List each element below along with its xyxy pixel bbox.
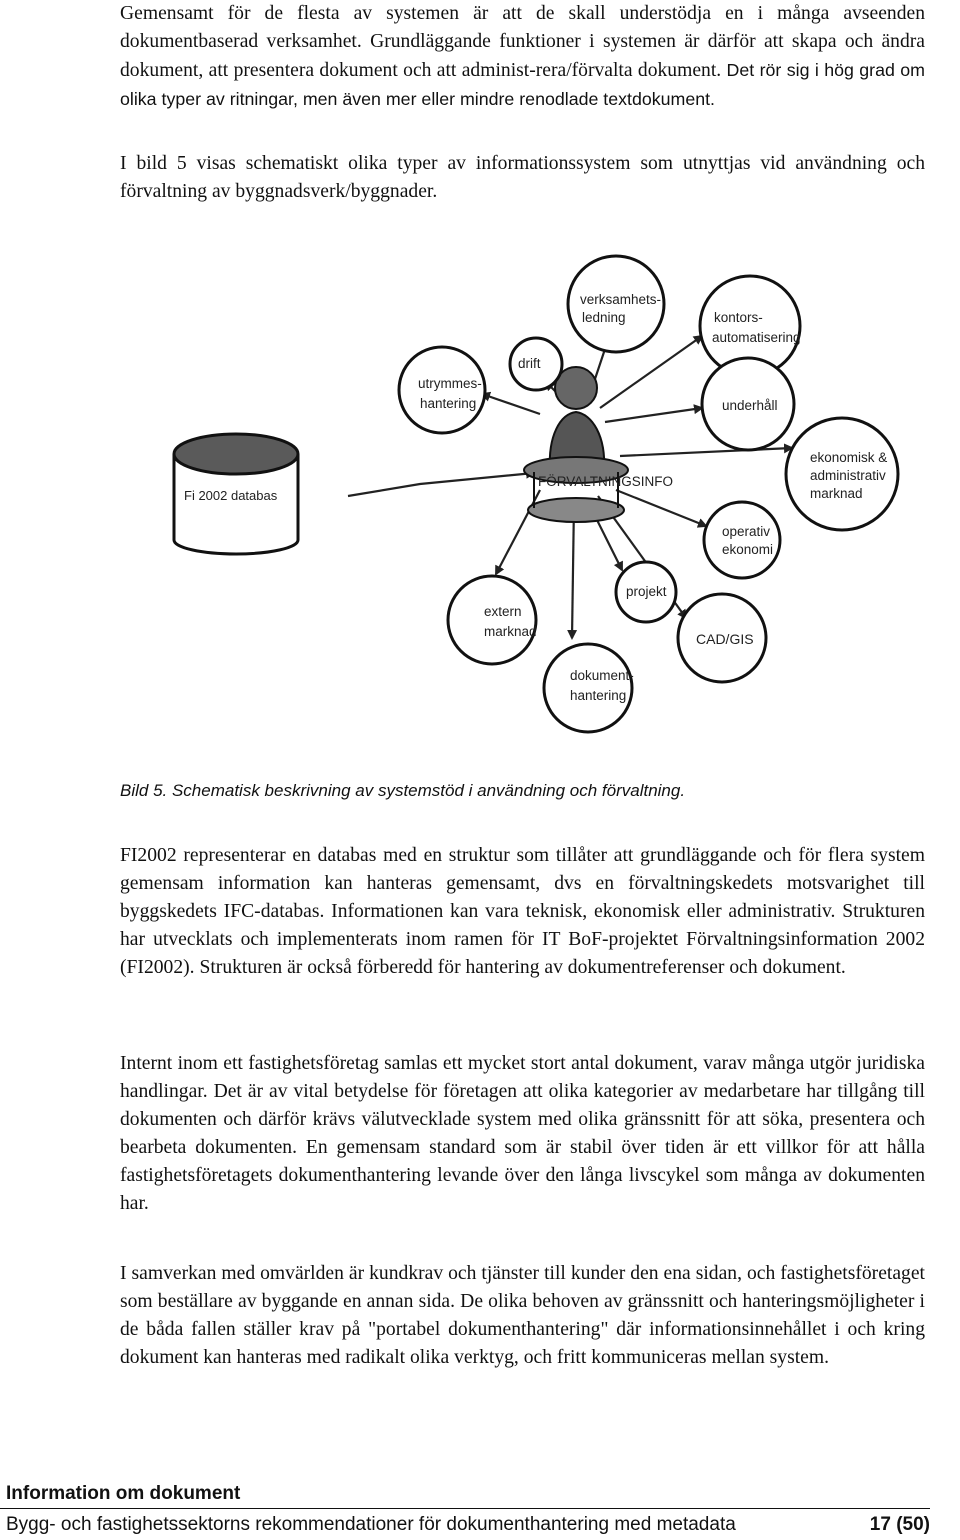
arrow-underhall [605, 408, 702, 422]
footer [6, 1513, 930, 1537]
node-operativ [704, 502, 780, 578]
paragraph-figure-ref-text: I bild 5 visas schematiskt olika typer av informationssystem som utnyttjas vid användning och förvaltning av byggnadsverk/byggnader. [120, 153, 925, 202]
paragraph-collaboration [120, 1260, 925, 1372]
node-ekonomisk [786, 418, 898, 530]
node-dokumenthantering-label-2: hantering [570, 688, 627, 703]
paragraph-intro-sans: Det rör sig i hög grad om olika typer av ritningar, men även mer eller mindre renodlade textdokument. [120, 60, 925, 109]
system-diagram [120, 218, 958, 768]
figure-caption: Bild 5. Schematisk beskrivning av systemstöd i användning och förvaltning. [120, 781, 686, 800]
node-kontorsautomatisering-label-2: automatisering [712, 330, 801, 345]
node-projekt [616, 562, 676, 622]
page-number: 17 (50) [869, 1514, 930, 1535]
node-verksamhetsledning [568, 256, 664, 352]
node-projekt-label: projekt [626, 584, 667, 599]
paragraph-collaboration-text: I samverkan med omvärlden är kundkrav och tjänster till kunder den ena sidan, och fastighetsföretaget som beställare av byggande en annan sida. De olika behoven av gränssnitt och hanteringsmöjligheter i de båda fallen ställer krav på "portabel dokumenthantering" där informationsinnehållet i och kring dokument kan hanteras med radikalt olika verktyg, och fritt kommuniceras mellan system. [120, 1263, 925, 1368]
arrow-operativ [616, 490, 706, 526]
center-hub [524, 367, 673, 522]
node-cadgis [678, 594, 766, 682]
node-utrymmeshantering-label-1: utrymmes- [418, 376, 482, 391]
node-underhall [702, 358, 794, 450]
node-verksamhetsledning-label-1: verksamhets- [580, 292, 662, 307]
node-operativ-label-2: ekonomi [722, 542, 774, 557]
paragraph-fi2002-text: FI2002 representerar en databas med en struktur som tillåter att grundläggande och för flera system gemensam information kan hanteras gemensamt, dvs en förvaltningskedets motsvarighet till byggskedets IFC-databas. Informationen kan vara teknisk, ekonomisk eller administrativ. Strukturen har utvecklats och implementerats inom ramen för IT BoF-projektet Förvaltningsinformation 2002 (FI2002). Strukturen är också förberedd för hantering av dokumentreferenser och dokument. [120, 845, 925, 978]
node-underhall-label: underhåll [722, 398, 778, 413]
arrow-utrymmeshantering [482, 394, 540, 414]
paragraph-intro [120, 0, 925, 114]
node-drift-label: drift [518, 356, 541, 371]
node-dokumenthantering-label-1: dokument- [570, 668, 634, 683]
node-utrymmeshantering [399, 347, 485, 433]
node-dokumenthantering [544, 644, 634, 732]
paragraph-internal [120, 1050, 925, 1218]
node-operativ-label-1: operativ [722, 524, 771, 539]
node-kontorsautomatisering-label-1: kontors- [714, 310, 763, 325]
node-utrymmeshantering-label-2: hantering [420, 396, 477, 411]
node-extern-label-1: extern [484, 604, 522, 619]
center-label: FÖRVALTNINGSINFO [538, 474, 674, 489]
node-ekonomisk-label-1: ekonomisk & [810, 450, 888, 465]
node-cadgis-label: CAD/GIS [696, 631, 754, 647]
database-label: Fi 2002 databas [184, 488, 278, 503]
footer-divider [0, 1508, 930, 1509]
footer-title: Information om dokument [6, 1483, 241, 1504]
arrow-databas [348, 473, 534, 496]
node-drift [510, 338, 562, 390]
database-cylinder [174, 434, 298, 554]
paragraph-figure-ref [120, 150, 925, 206]
node-extern-label-2: marknad [484, 624, 537, 639]
footer-subtitle: Bygg- och fastighetssektorns rekommendationer för dokumenthantering med metadata [6, 1514, 736, 1535]
arrow-ekonomisk [620, 448, 792, 456]
node-verksamhetsledning-label-2: ledning [582, 310, 626, 325]
node-ekonomisk-label-2: administrativ [810, 468, 886, 483]
node-extern [448, 576, 537, 664]
node-ekonomisk-label-3: marknad [810, 486, 863, 501]
paragraph-fi2002 [120, 842, 925, 982]
paragraph-intro-serif: Gemensamt för de flesta av systemen är att de skall understödja en i många avseenden dokumentbaserad verksamhet. Grundläggande funktioner i systemen är därför att skapa och ändra dokument, att presentera dokument och att administ-rera/förvalta dokument. [120, 3, 925, 81]
paragraph-internal-text: Internt inom ett fastighetsföretag samlas ett mycket stort antal dokument, varav många utgör juridiska handlingar. Det är av vital betydelse för företagen att olika kategorier av medarbetare har tillgång till dokumenten och därför krävs välutvecklade system med olika gränssnitt för att söka, presentera och bearbeta dokumenten. En gemensam standard som är stabil över tiden är ett villkor för att hålla fastighetsföretagets dokumenthantering levande över den långa livscykel som många av dokumenten har. [120, 1053, 925, 1214]
